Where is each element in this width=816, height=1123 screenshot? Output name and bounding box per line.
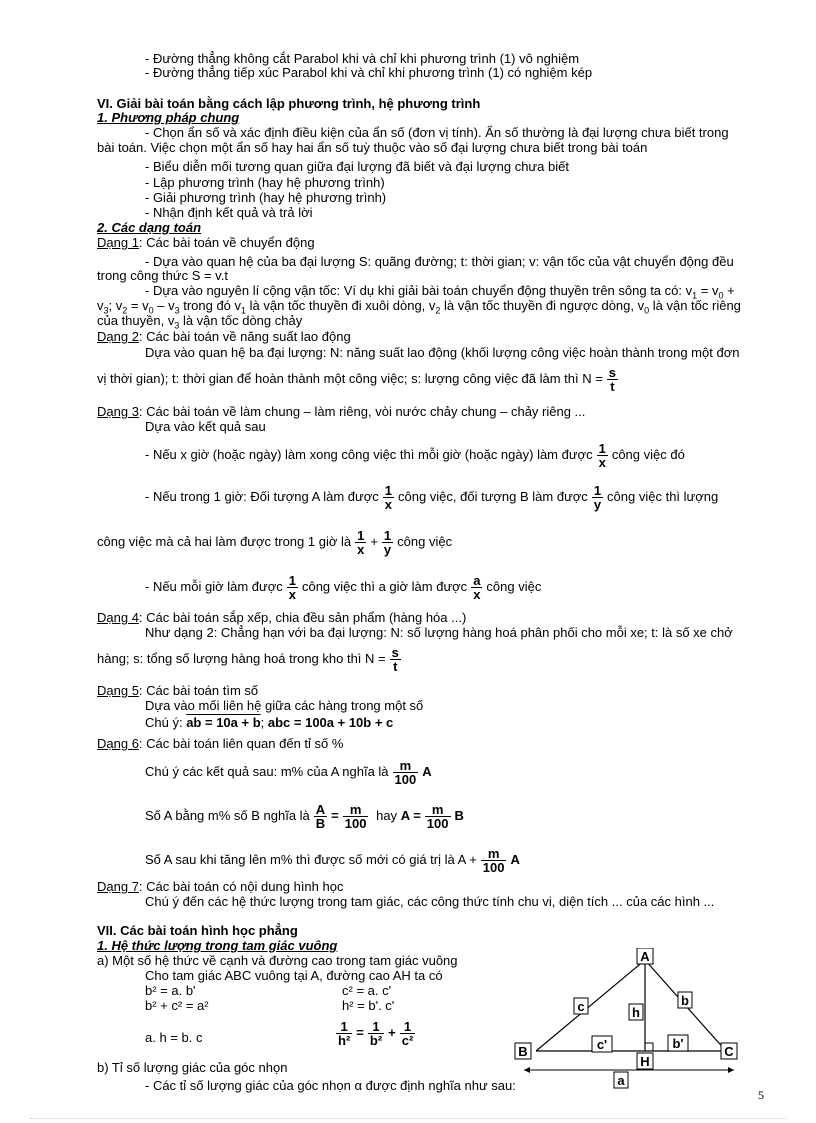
numerator: 1 (383, 528, 392, 544)
text-line (145, 1079, 516, 1093)
type-title: : Các bài toán về năng suất lao động (138, 329, 351, 344)
text-span: ; v (108, 298, 123, 313)
text-span: - Các tỉ số lượng giác của góc nhọn (145, 1078, 351, 1093)
segment-b-prime-label: b' (672, 1036, 684, 1051)
type-label: Dạng 4 (97, 610, 139, 625)
subscript: 3 (103, 305, 109, 316)
text-span: công việc (486, 579, 542, 594)
side-a-label: a (617, 1073, 625, 1088)
text-line: b) Tỉ số lượng giác của góc nhọn (97, 1060, 288, 1075)
denominator: c² (401, 1033, 414, 1049)
vertex-c-label: C (724, 1044, 734, 1059)
text-span: - Nếu x giờ (hoặc ngày) làm xong công việc thì mỗi giờ (hoặc ngày) làm được (145, 447, 593, 462)
text-line: - Đường thẳng không cắt Parabol khi và chỉ khi phương trình (1) vô nghiệm (145, 51, 580, 66)
text-line: - Nhận định kết quả và trả lời (145, 205, 313, 220)
fraction-1-over-h2 (336, 1020, 352, 1047)
type-title: : Các bài toán tìm số (138, 683, 259, 698)
fraction-m-over-100 (393, 759, 419, 786)
type-title: : Các bài toán sắp xếp, chia đều sản phẩm (hàng hóa ...) (138, 610, 467, 625)
arrow-right-icon (728, 1067, 734, 1073)
denominator: 100 (394, 772, 417, 788)
numerator: 1 (336, 1020, 352, 1034)
text-span: công việc, đối tượng B làm được (397, 489, 588, 504)
text-span: là vận tốc thuyền đi xuôi dòng, v (246, 298, 436, 313)
arrow-left-icon (524, 1067, 530, 1073)
subscript: 1 (241, 305, 247, 316)
fraction-s-over-t (390, 646, 401, 673)
vertex-b-label: B (518, 1044, 528, 1059)
formula-ab: ab = 10a + b (186, 715, 261, 730)
text-line: trong công thức S = v.t (97, 268, 228, 283)
numerator: A (315, 802, 326, 818)
footer-divider (30, 1118, 786, 1119)
type-3-line (97, 405, 585, 419)
fraction-1-over-x (597, 442, 608, 469)
numerator: a (473, 573, 481, 589)
formula: h² = b'. c' (342, 998, 395, 1013)
text-span: = v (127, 298, 149, 313)
text-span: - Dựa vào nguyên lí cộng vận tốc: Ví dụ khi giải bài toán chuyển động thuyền trên sông ta có: v (145, 283, 693, 298)
text-span: hay (376, 808, 398, 823)
side-b-label: b (681, 993, 689, 1008)
formula-abc: abc = 100a + 10b + c (267, 715, 394, 730)
text-line (97, 364, 622, 394)
type-title: : Các bài toán về chuyển động (138, 235, 315, 250)
text-span: – v (153, 298, 175, 313)
formula: a. h = b. c (145, 1030, 203, 1045)
alpha-symbol: α (354, 1078, 362, 1093)
denominator: y (593, 497, 602, 513)
subscript: 3 (174, 320, 180, 331)
right-triangle-diagram (508, 948, 748, 1098)
fraction-s-over-t (607, 366, 618, 393)
side-c-label: c (577, 999, 585, 1014)
text-line: - Biểu diễn mối tương quan giữa đại lượng đã biết và đại lượng chưa biết (145, 159, 569, 174)
type-7-line (97, 880, 343, 894)
text-line: a) Một số hệ thức về cạnh và đường cao trong tam giác vuông (97, 953, 458, 968)
fraction-1-over-x (355, 529, 366, 556)
text-span: công việc đó (611, 447, 685, 462)
subscript: 3 (174, 305, 180, 316)
symbol-a: A (422, 764, 432, 779)
section-heading-vii: VII. Các bài toán hình học phẳng (97, 923, 298, 938)
subscript: 0 (718, 290, 724, 301)
text-line: Dựa vào quan hệ ba đại lượng: N: năng suất lao động (khối lượng công việc hoàn thành trong một đơn (145, 345, 740, 360)
denominator: x (384, 497, 392, 513)
numerator: 1 (400, 1020, 416, 1034)
text-span: được định nghĩa như sau: (365, 1078, 516, 1093)
type-title: : Các bài toán liên quan đến tỉ số % (138, 736, 344, 751)
text-line: Như dạng 2: Chẳng hạn với ba đại lượng: N: số lượng hàng hoá phân phối cho mỗi xe; t: là số xe chở (145, 625, 733, 640)
denominator: t (393, 659, 398, 675)
denominator: x (357, 542, 365, 558)
text-line: - Chọn ẩn số và xác định điều kiện của ẩn số (đơn vị tính). Ẩn số thường là đại lượng chưa biết trong (145, 125, 729, 140)
text-span: là vận tốc thuyền đi ngược dòng, v (440, 298, 645, 313)
type-label: Dạng 7 (97, 879, 139, 894)
formula: b² = a. b' (145, 983, 196, 998)
fraction-a-over-x (471, 574, 482, 601)
subscript: 0 (148, 305, 154, 316)
text-span: công việc mà cả hai làm được trong 1 giờ là (97, 534, 352, 549)
denominator: h² (338, 1033, 351, 1049)
type-label: Dạng 3 (97, 404, 139, 419)
plus-sign: + (370, 534, 378, 549)
numerator: s (608, 365, 617, 381)
text-line: - Lập phương trình (hay hệ phương trình) (145, 175, 385, 190)
formula-reciprocal (332, 1018, 419, 1048)
text-span: vị thời gian); t: thời gian để hoàn thành một công việc; s: lượng công việc đã làm thì N = (97, 371, 603, 386)
text-line (145, 801, 464, 831)
text-span: - Nếu trong 1 giờ: Đối tượng A làm được (145, 489, 379, 504)
type-label: Dạng 1 (97, 235, 139, 250)
numerator: 1 (368, 1020, 384, 1034)
segment-c-prime-label: c' (596, 1037, 608, 1052)
numerator: 1 (384, 483, 392, 499)
subscript: 2 (122, 305, 128, 316)
numerator: m (425, 803, 451, 817)
text-span: Chú ý: (145, 715, 183, 730)
equals-sign: = (331, 808, 339, 823)
text-line (97, 527, 452, 557)
numerator: 1 (288, 573, 296, 589)
subscript: 1 (692, 290, 698, 301)
fraction-m-over-100 (425, 803, 451, 830)
type-label: Dạng 2 (97, 329, 139, 344)
formula: b² + c² = a² (145, 998, 209, 1013)
text-line: bài toán. Việc chọn một ẩn số hay hai ẩn số tuỳ thuộc vào số đại lượng chưa biết trong bài toán (97, 140, 648, 155)
type-1-line (97, 236, 315, 250)
text-span: = v (697, 283, 719, 298)
text-span: trong đó v (179, 298, 242, 313)
denominator: 100 (426, 816, 449, 832)
subheading: 1. Phương pháp chung (97, 110, 240, 125)
text-span: là vận tốc dòng chảy (179, 313, 303, 328)
symbol-b: B (454, 808, 464, 823)
type-4-line (97, 611, 466, 625)
text-line (145, 440, 685, 470)
numerator: 1 (598, 441, 606, 457)
denominator: 100 (482, 860, 505, 876)
type-label: Dạng 5 (97, 683, 139, 698)
formula: c² = a. c' (342, 983, 392, 998)
text-line: Chú ý đến các hệ thức lượng trong tam giác, các công thức tính chu vi, diện tích ... của các hình ... (145, 894, 715, 909)
text-line (145, 845, 520, 875)
text-span: Số A bằng m% số B nghĩa là (145, 808, 310, 823)
denominator: x (473, 587, 481, 603)
fraction-m-over-100 (343, 803, 369, 830)
text-line (145, 572, 541, 602)
text-span: công việc (397, 534, 453, 549)
type-6-line (97, 737, 343, 751)
symbol-a: A (510, 852, 520, 867)
right-angle-mark (645, 1043, 653, 1051)
type-title: : Các bài toán có nội dung hình học (138, 879, 344, 894)
text-span: hàng; s: tổng số lượng hàng hoá trong kho thì N = (97, 651, 386, 666)
subheading: 2. Các dạng toán (97, 220, 202, 235)
type-title: : Các bài toán về làm chung – làm riêng, vòi nước chảy chung – chảy riêng ... (138, 404, 586, 419)
text-line (145, 757, 432, 787)
text-span: là vận tốc riêng (649, 298, 741, 313)
fraction-1-over-y (382, 529, 393, 556)
fraction-1-over-c2 (400, 1020, 416, 1047)
text-line (97, 644, 405, 674)
equals-sign: = (356, 1025, 364, 1040)
text-line: Cho tam giác ABC vuông tại A, đường cao AH ta có (145, 968, 443, 983)
subheading: 1. Hệ thức lượng trong tam giác vuông (97, 938, 338, 953)
page-number: 5 (758, 1088, 764, 1102)
numerator: m (393, 759, 419, 773)
denominator: x (598, 455, 606, 471)
fraction-a-over-b (314, 803, 327, 830)
symbol-a-equals: A = (400, 808, 421, 823)
denominator: 100 (344, 816, 367, 832)
text-line: - Đường thẳng tiếp xúc Parabol khi và chỉ khi phương trình (1) có nghiệm kép (145, 65, 593, 80)
fraction-1-over-b2 (368, 1020, 384, 1047)
altitude-h-label: h (632, 1005, 640, 1020)
type-5-line (97, 684, 258, 698)
denominator: x (288, 587, 296, 603)
denominator: t (610, 379, 615, 395)
text-span: của thuyền, v (97, 313, 175, 328)
text-span: - Nếu mỗi giờ làm được (145, 579, 283, 594)
vertex-a-label: A (640, 949, 650, 964)
numerator: m (481, 847, 507, 861)
numerator: s (391, 645, 399, 661)
fraction-1-over-x (383, 484, 394, 511)
fraction-1-over-x (287, 574, 298, 601)
foot-h-label: H (640, 1054, 650, 1069)
fraction-m-over-100 (481, 847, 507, 874)
text-line: Dựa vào kết quả sau (145, 419, 266, 434)
text-span: công việc thì a giờ làm được (301, 579, 468, 594)
text-line: - Dựa vào quan hệ của ba đại lượng S: quãng đường; t: thời gian; v: vận tốc của vật chuyển động đều (145, 254, 734, 269)
numerator: 1 (593, 483, 602, 499)
text-span: v (97, 298, 104, 313)
plus-sign: + (388, 1025, 396, 1040)
text-span: công việc thì lượng (607, 489, 719, 504)
type-2-line (97, 330, 351, 344)
numerator: m (343, 803, 369, 817)
text-line: - Giải phương trình (hay hệ phương trình) (145, 190, 387, 205)
fraction-1-over-y (592, 484, 603, 511)
subscript: 0 (644, 305, 650, 316)
text-span: Chú ý các kết quả sau: m% của A nghĩa là (145, 764, 389, 779)
text-line: Chú ý: ab = 10a + b; abc = 100a + 10b + c (145, 715, 394, 730)
text-span: + (723, 283, 735, 298)
denominator: y (383, 542, 392, 558)
numerator: 1 (357, 528, 365, 544)
subscript: 2 (435, 305, 441, 316)
type-label: Dạng 6 (97, 736, 139, 751)
text-line (145, 482, 718, 512)
section-heading-vi: VI. Giải bài toán bằng cách lập phương trình, hệ phương trình (97, 96, 481, 111)
denominator: b² (369, 1033, 383, 1049)
text-line: Dựa vào mối liên hệ giữa các hàng trong một số (145, 698, 424, 713)
text-span: Số A sau khi tăng lên m% thì được số mới có giá trị là A + (145, 852, 477, 867)
denominator: B (315, 816, 326, 832)
